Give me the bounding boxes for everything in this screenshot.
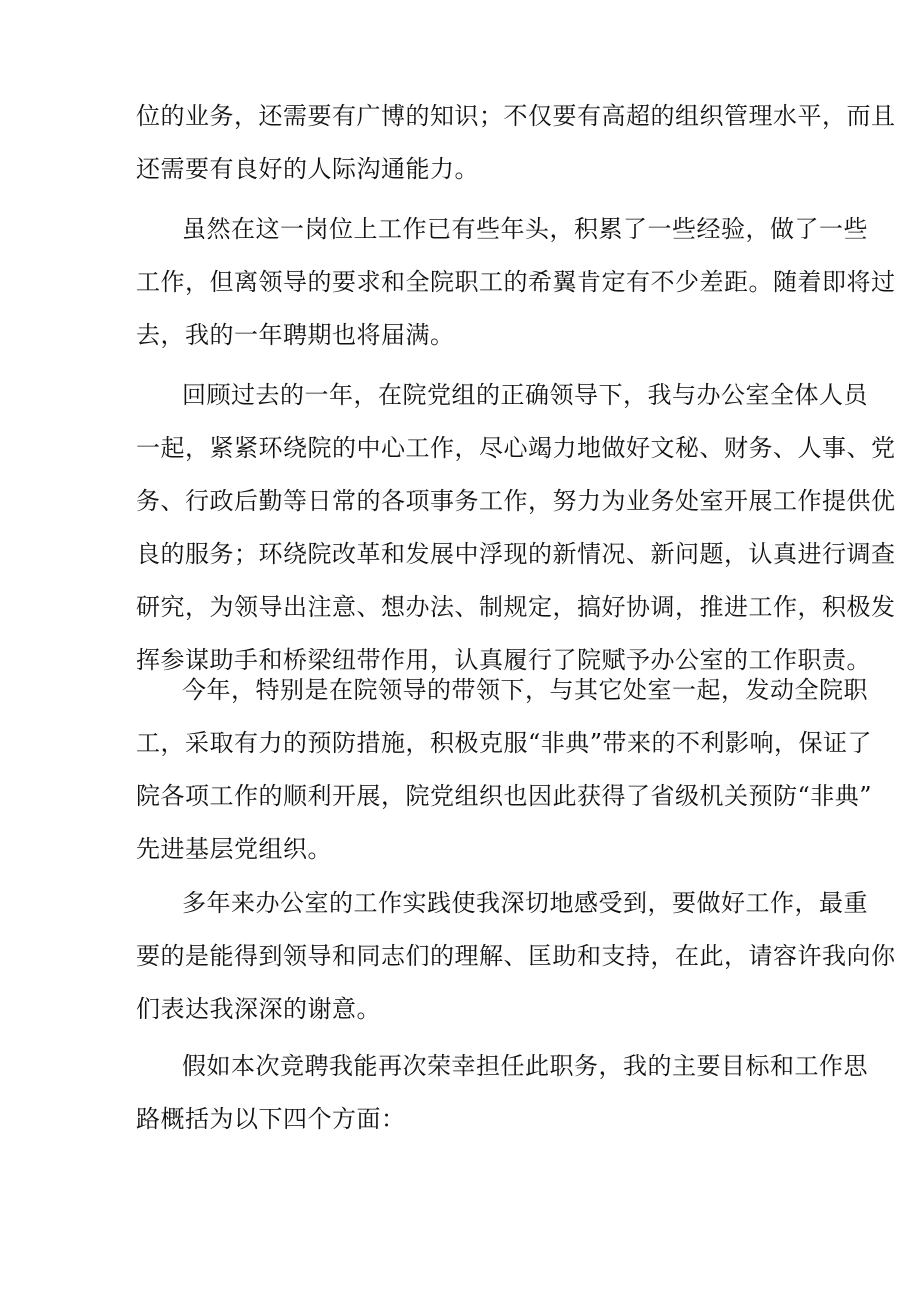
paragraph-line: 路概括为以下四个方面： [136, 1105, 406, 1133]
paragraph-5 [136, 877, 896, 1036]
paragraph-line: 工，采取有力的预防措施，积极克服“非典”带来的不利影响，保证了 [136, 729, 873, 757]
paragraph-line: 一起，紧紧环绕院的中心工作，尽心竭力地做好文秘、财务、人事、党 [136, 434, 896, 462]
paragraph-line: 位的业务，还需要有广博的知识；不仅要有高超的组织管理水平，而且 [136, 102, 896, 130]
paragraph-line: 们表达我深深的谢意。 [136, 995, 381, 1023]
paragraph-3 [136, 369, 896, 687]
paragraph-1 [136, 90, 896, 196]
paragraph-line: 回顾过去的一年，在院党组的正确领导下，我与办公室全体人员 [182, 381, 868, 409]
paragraph-line: 今年，特别是在院领导的带领下，与其它处室一起，发动全院职 [182, 676, 868, 704]
paragraph-line: 工作，但离领导的要求和全院职工的希翼肯定有不少差距。随着即将过 [136, 268, 896, 296]
paragraph-line: 先进基层党组织。 [136, 835, 332, 863]
paragraph-4 [136, 664, 873, 876]
paragraph-line: 多年来办公室的工作实践使我深切地感受到，要做好工作，最重 [182, 889, 868, 917]
paragraph-6 [136, 1040, 868, 1146]
paragraph-line: 院各项工作的顺利开展，院党组织也因此获得了省级机关预防“非典” [136, 782, 873, 810]
paragraph-line: 良的服务；环绕院改革和发展中浮现的新情况、新问题，认真进行调查 [136, 540, 896, 568]
paragraph-line: 研究，为领导出注意、想办法、制规定，搞好协调，推进工作，积极发 [136, 593, 896, 621]
paragraph-line: 假如本次竞聘我能再次荣幸担任此职务，我的主要目标和工作思 [182, 1052, 868, 1080]
paragraph-line: 要的是能得到领导和同志们的理解、匡助和支持，在此，请容许我向你 [136, 942, 896, 970]
paragraph-2 [136, 203, 896, 362]
paragraph-line: 务、行政后勤等日常的各项事务工作，努力为业务处室开展工作提供优 [136, 487, 896, 515]
paragraph-line: 虽然在这一岗位上工作已有些年头，积累了一些经验，做了一些 [182, 215, 868, 243]
paragraph-line: 还需要有良好的人际沟通能力。 [136, 155, 479, 183]
paragraph-line: 去，我的一年聘期也将届满。 [136, 321, 455, 349]
paragraph-line: 挥参谋助手和桥梁纽带作用，认真履行了院赋予办公室的工作职责。 [136, 646, 871, 674]
